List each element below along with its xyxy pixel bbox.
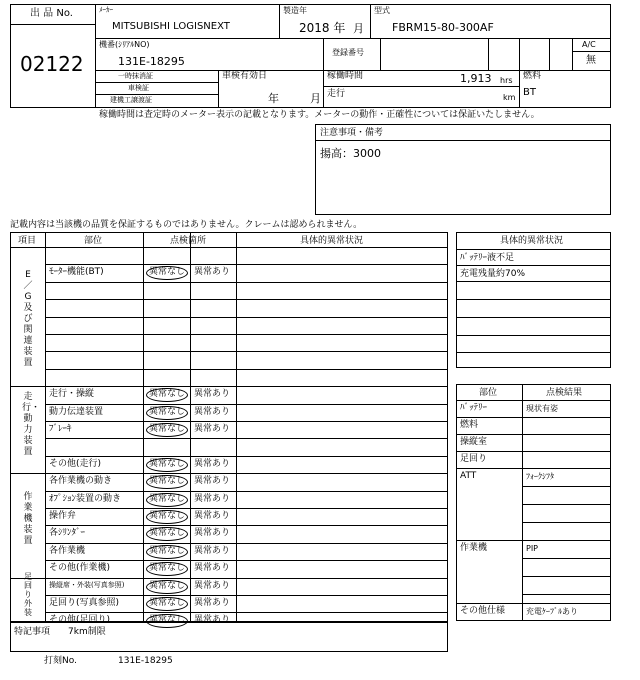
hours-value: 1,913 (460, 72, 492, 85)
temp-license-label: 一時抹消証 (118, 72, 153, 80)
check-abnormal: 異常あり (194, 528, 231, 538)
check-abnormal: 異常あり (194, 511, 231, 521)
result-value: PIP (526, 544, 539, 553)
hours-label: 稼働時間 (327, 71, 364, 81)
ac-value: 無 (586, 55, 596, 66)
header-item: 項目 (18, 236, 37, 246)
row-part: ﾓｰﾀｰ機能(BT) (49, 267, 104, 277)
row-part: その他(足回り) (49, 615, 111, 625)
check-abnormal: 異常あり (194, 598, 231, 608)
check-abnormal: 異常あり (194, 546, 231, 556)
row-part: 動力伝達装置 (49, 407, 104, 417)
row-part: 走行・操縦 (49, 389, 95, 399)
check-abnormal: 異常あり (194, 267, 231, 277)
month-unit: 月 (353, 22, 364, 35)
ac-label: A/C (582, 40, 596, 49)
check-no-abnormal: 異常なし (149, 407, 186, 417)
check-abnormal: 異常あり (194, 563, 231, 573)
check-abnormal: 異常あり (194, 407, 231, 417)
result-value: 現状有姿 (526, 404, 558, 413)
reg-number-label: 登録番号 (332, 48, 364, 57)
result-part: ﾊﾞｯﾃﾘｰ (460, 403, 488, 413)
abnormal-line-1: ﾊﾞｯﾃﾘｰ液不足 (460, 253, 515, 263)
group-label-engine: E／G及び関連装置 (23, 270, 33, 368)
expiry-month-unit: 月 (310, 92, 321, 105)
check-no-abnormal: 異常なし (149, 459, 186, 469)
header-check: 点検箇所 (170, 236, 207, 246)
group-label-exterior: 足回り外装 (24, 572, 32, 617)
result-part: 足回り (460, 454, 488, 464)
notes-title: 注意事項・備考 (320, 128, 384, 138)
check-no-abnormal: 異常なし (149, 563, 186, 573)
check-abnormal: 異常あり (194, 424, 231, 434)
row-part: その他(走行) (49, 459, 102, 469)
results-header-part: 部位 (479, 388, 498, 398)
inspection-expiry-label: 車検有効日 (222, 71, 268, 81)
header-part: 部位 (84, 236, 103, 246)
check-abnormal: 異常あり (194, 494, 231, 504)
results-header-result: 点検結果 (546, 388, 583, 398)
fuel-value: BT (523, 87, 536, 98)
check-no-abnormal: 異常なし (149, 581, 186, 591)
abnormal-detail-title: 具体的異常状況 (500, 236, 564, 246)
result-part: その他仕様 (460, 606, 506, 616)
serial-label: 出 品 No. (30, 8, 73, 19)
check-abnormal: 異常あり (194, 581, 231, 591)
maker-value: MITSUBISHI LOGISNEXT (112, 21, 230, 32)
expiry-year-unit: 年 (268, 92, 279, 105)
check-no-abnormal: 異常なし (149, 511, 186, 521)
row-part: 各作業機 (49, 546, 86, 556)
notes-content: 揚高：3000 (320, 147, 381, 160)
group-label-drive: 走行・動力装置 (22, 392, 41, 457)
result-value: ﾌｫｰｸｼﾌﾀ (526, 472, 554, 481)
group-label-work: 作業機装置 (23, 492, 33, 546)
check-no-abnormal: 異常なし (149, 389, 186, 399)
serial-number: 02122 (20, 52, 84, 76)
row-part: 足回り(写真参照) (49, 598, 120, 608)
stamp-value: 131E-18295 (118, 656, 173, 666)
check-no-abnormal: 異常なし (149, 615, 186, 625)
year-label: 製造年 (283, 6, 307, 15)
result-part: 操縦室 (460, 437, 488, 447)
abnormal-line-2: 充電残量約70% (460, 269, 526, 279)
result-part: ATT (460, 471, 477, 481)
check-no-abnormal: 異常なし (149, 424, 186, 434)
check-no-abnormal: 異常なし (149, 528, 186, 538)
check-abnormal: 異常あり (194, 476, 231, 486)
result-part: 作業機 (460, 543, 488, 553)
maker-label: ﾒｰｶｰ (99, 6, 113, 14)
check-no-abnormal: 異常なし (149, 546, 186, 556)
row-part: 操作弁 (49, 511, 77, 521)
special-notes-value: 7km制限 (68, 627, 106, 637)
model-label: 型式 (374, 6, 390, 15)
machine-no-value: 131E-18295 (118, 55, 185, 68)
check-abnormal: 異常あり (194, 459, 231, 469)
row-part: 操縦席・外装(写真参照) (49, 581, 125, 589)
disclaimer-quality: 記載内容は当該機の品質を保証するものではありません。クレームは認められません。 (10, 220, 363, 230)
row-part: ｵﾌﾟｼｮﾝ装置の動き (49, 494, 122, 504)
results-table (456, 384, 611, 621)
row-part: その他(作業機) (49, 563, 111, 573)
header-detail: 具体的異常状況 (300, 236, 364, 246)
check-no-abnormal: 異常なし (149, 267, 186, 277)
travel-label: 走行 (327, 89, 346, 99)
result-value: 充電ｹｰﾌﾞﾙあり (526, 607, 578, 616)
construction-cert-label: 建機工譲渡証 (110, 96, 152, 104)
row-part: ﾌﾞﾚｰｷ (49, 424, 72, 434)
inspection-cert-label: 車検証 (128, 84, 149, 92)
stamp-label: 打刻No. (44, 656, 77, 666)
machine-no-label: 機番(ｼﾘｱﾙNO) (99, 40, 150, 49)
check-abnormal: 異常あり (194, 389, 231, 399)
travel-unit: km (503, 93, 516, 102)
year-value: 2018 年 (299, 21, 346, 35)
check-no-abnormal: 異常なし (149, 494, 186, 504)
row-part: 各ｼﾘﾝﾀﾞｰ (49, 528, 86, 538)
fuel-label: 燃料 (523, 71, 542, 81)
special-notes-label: 特記事項 (14, 627, 51, 637)
disclaimer-hours: 稼働時間は査定時のメーター表示の記載となります。メーターの動作・正確性については保証いたしません。 (99, 110, 540, 120)
check-no-abnormal: 異常なし (149, 598, 186, 608)
check-abnormal: 異常あり (194, 615, 231, 625)
result-part: 燃料 (460, 420, 479, 430)
check-no-abnormal: 異常なし (149, 476, 186, 486)
model-value: FBRM15-80-300AF (392, 21, 494, 34)
row-part: 各作業機の動き (49, 476, 113, 486)
hours-unit: hrs (500, 76, 513, 85)
